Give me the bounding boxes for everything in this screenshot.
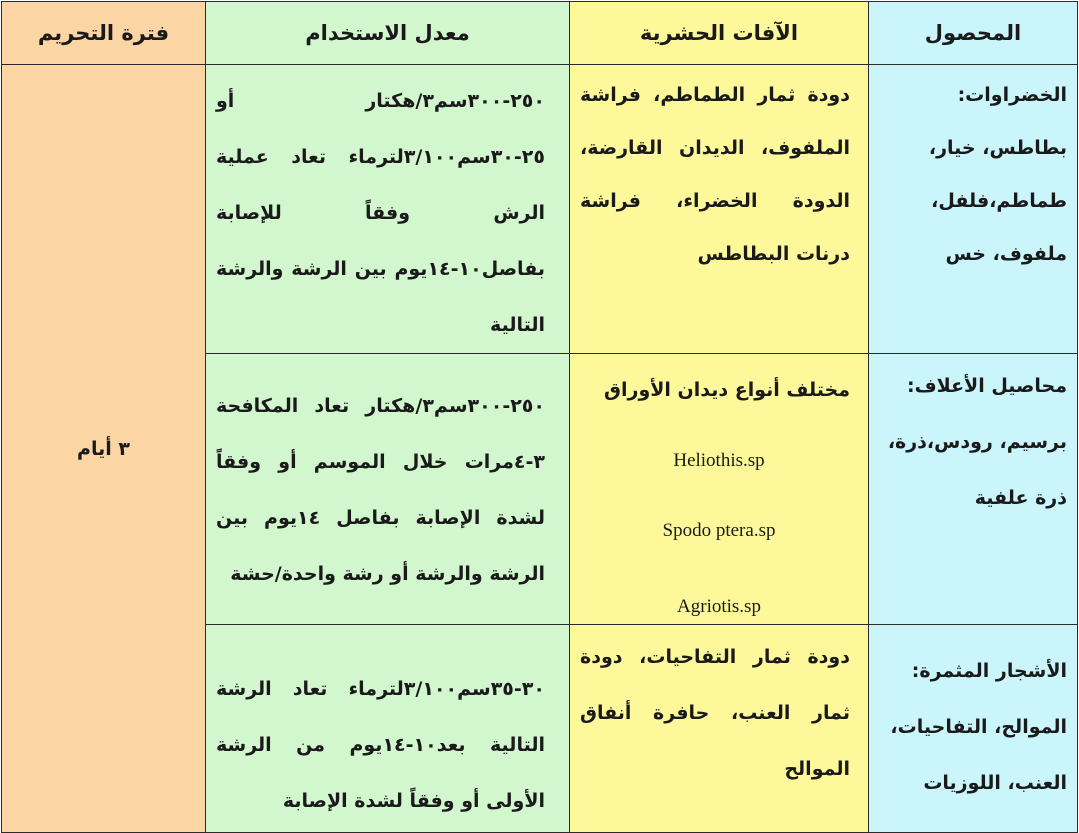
pests-text: دودة ثمار التفاحيات، دودة ثمار العنب، حافرة أنفاق الموالح: [580, 646, 850, 780]
period-cell: [2, 65, 206, 833]
rate-cell: [206, 65, 570, 354]
rate-text: ٢٥٠-٣٠٠سم٣/هكتار أو ٢٥-٣٠سم٣/١٠٠لترماء تعاد عملية الرش وفقاً للإصابة بفاصل١٠-١٤يوم بين الرشة والرشة التالية: [216, 90, 545, 336]
header-period: فترة التحريم: [2, 2, 206, 65]
table-row: [2, 65, 1078, 354]
header-rate: معدل الاستخدام: [206, 2, 570, 65]
crop-text: الأشجار المثمرة: الموالح، التفاحيات، العنب، اللوزيات: [890, 660, 1067, 794]
crop-text: الخضراوات: بطاطس، خيار، طماطم،فلفل، ملفوف، خس: [928, 84, 1067, 265]
pests-text: مختلف أنواع ديدان الأوراق: [604, 379, 850, 401]
species-name: Heliothis.sp: [673, 450, 765, 471]
rate-text: ٣٠-٣٥سم٣/١٠٠لترماء تعاد الرشة التالية بعد١٠-١٤يوم من الرشة الأولى أو وفقاً لشدة الإصابة: [216, 678, 545, 812]
species-name: Agriotis.sp: [677, 596, 761, 617]
header-crop: المحصول: [869, 2, 1078, 65]
species-name: Spodo ptera.sp: [662, 520, 776, 541]
pests-cell: [570, 354, 869, 625]
pesticide-table: [1, 1, 1078, 833]
period-value: ٣ أيام: [77, 437, 130, 460]
crop-text: محاصيل الأعلاف: برسيم، رودس،ذرة، ذرة علفية: [887, 375, 1067, 509]
crop-cell: [869, 354, 1078, 625]
rate-cell: [206, 354, 570, 625]
pests-cell: [570, 65, 869, 354]
header-pests: الآفات الحشرية: [570, 2, 869, 65]
crop-cell: [869, 65, 1078, 354]
pests-cell: [570, 625, 869, 833]
pests-text: دودة ثمار الطماطم، فراشة الملفوف، الديدان القارضة، الدودة الخضراء، فراشة درنات البطاطس: [580, 84, 850, 265]
rate-cell: [206, 625, 570, 833]
rate-text: ٢٥٠-٣٠٠سم٣/هكتار تعاد المكافحة ٣-٤مرات خلال الموسم أو وفقاً لشدة الإصابة بفاصل ١٤يوم بين الرشة والرشة أو رشة واحدة/حشة: [216, 395, 546, 585]
header-row: [2, 2, 1078, 65]
crop-cell: [869, 625, 1078, 833]
